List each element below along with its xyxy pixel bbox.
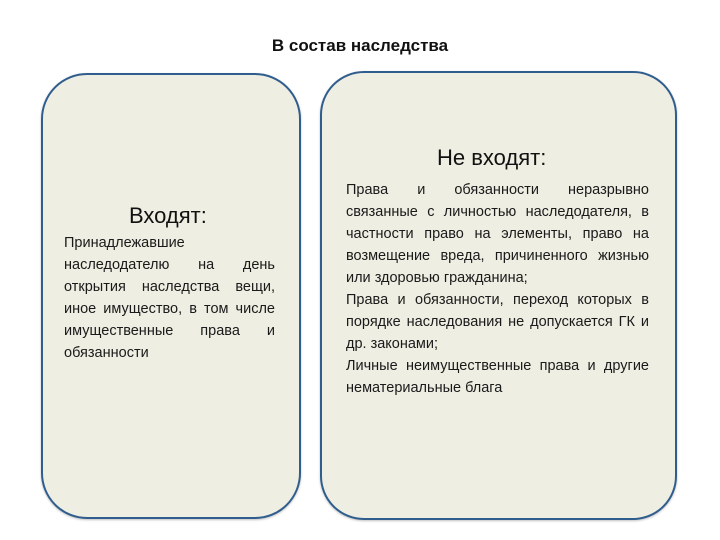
excluded-item: Права и обязанности, переход которых в порядке наследования не допускается ГК и др. законами; <box>346 292 649 352</box>
included-card <box>41 73 301 519</box>
excluded-card <box>320 71 677 520</box>
included-text: Принадлежавшие наследодателю на день открытия наследства вещи, иное имущество, в том числе имущественные права и обязанности <box>64 235 275 361</box>
excluded-item: Личные неимущественные права и другие нематериальные блага <box>346 358 649 396</box>
slide-title: В состав наследства <box>271 36 449 55</box>
excluded-heading: Не входят: <box>437 145 547 170</box>
excluded-list <box>346 179 649 399</box>
included-heading: Входят: <box>129 203 207 228</box>
excluded-item: Права и обязанности неразрывно связанные с личностью наследодателя, в частности право на элементы, право на возмещение вреда, причиненного жизнью или здоровью гражданина; <box>346 182 649 286</box>
